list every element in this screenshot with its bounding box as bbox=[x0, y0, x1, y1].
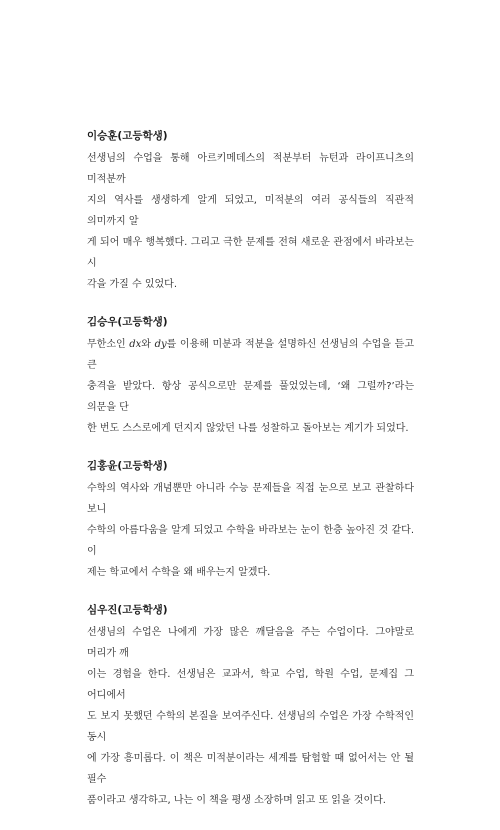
math-symbol-dx: dx bbox=[129, 339, 142, 350]
text-line: 각을 가질 수 있었다. bbox=[87, 279, 177, 290]
math-symbol-dy: dy bbox=[154, 339, 167, 350]
text-line: 선생님의 수업은 나에게 가장 많은 깨달음을 주는 수업이다. 그야말로 머리가 깨 bbox=[87, 627, 414, 659]
testimonial-text bbox=[87, 478, 414, 583]
testimonial-page bbox=[87, 128, 414, 830]
text-line: 이는 경험을 한다. 선생님은 교과서, 학교 수업, 학원 수업, 문제집 그 어디에서 bbox=[87, 669, 414, 701]
text-line: 품이라고 생각하고, 나는 이 책을 평생 소장하며 읽고 또 읽을 것이다. bbox=[87, 795, 386, 806]
author-name: 김승우(고등학생) bbox=[87, 316, 168, 328]
testimonial-text bbox=[87, 622, 414, 811]
text-line: 수학의 아름다움을 알게 되었고 수학을 바라보는 눈이 한층 높아진 것 같다. 이 bbox=[87, 525, 414, 557]
text-line: 한 번도 스스로에게 던지지 않았던 나를 성찰하고 돌아보는 계기가 되었다. bbox=[87, 423, 409, 434]
author-name: 김홍윤(고등학생) bbox=[87, 460, 168, 472]
author-name: 심우진(고등학생) bbox=[87, 604, 168, 616]
text-line: 제는 학교에서 수학을 왜 배우는지 알겠다. bbox=[87, 567, 271, 578]
text-line: 수학의 역사와 개념뿐만 아니라 수능 문제들을 직접 눈으로 보고 관찰하다 보니 bbox=[87, 483, 414, 515]
text-line: 도 보지 못했던 수학의 본질을 보여주신다. 선생님의 수업은 가장 수학적인 동시 bbox=[87, 711, 414, 743]
text-segment: 를 이용해 미분과 적분을 설명하신 선생님의 수업을 듣고 큰 bbox=[87, 339, 414, 371]
author-name: 이승훈(고등학생) bbox=[87, 130, 168, 142]
text-line: 게 되어 매우 행복했다. 그리고 극한 문제를 전혀 새로운 관점에서 바라보는 시 bbox=[87, 237, 414, 269]
testimonial-text bbox=[87, 148, 414, 295]
testimonial-entry bbox=[87, 602, 414, 811]
testimonial-entry bbox=[87, 128, 414, 295]
text-line: 충격을 받았다. 항상 공식으로만 문제를 풀었었는데, ‘왜 그럴까?’라는 의문을 단 bbox=[87, 381, 414, 413]
text-line: 지의 역사를 생생하게 알게 되었고, 미적분의 여러 공식들의 직관적 의미까지 알 bbox=[87, 195, 414, 227]
text-line: 선생님의 수업을 통해 아르키메데스의 적분부터 뉴턴과 라이프니츠의 미적분까 bbox=[87, 153, 414, 185]
text-line: 에 가장 흥미롭다. 이 책은 미적분이라는 세계를 탐험할 때 없어서는 안 될 필수 bbox=[87, 753, 414, 785]
text-segment: 무한소인 bbox=[87, 339, 130, 350]
testimonial-entry bbox=[87, 314, 414, 439]
text-segment: 와 bbox=[141, 339, 155, 350]
testimonial-text bbox=[87, 334, 414, 439]
testimonial-entry bbox=[87, 458, 414, 583]
